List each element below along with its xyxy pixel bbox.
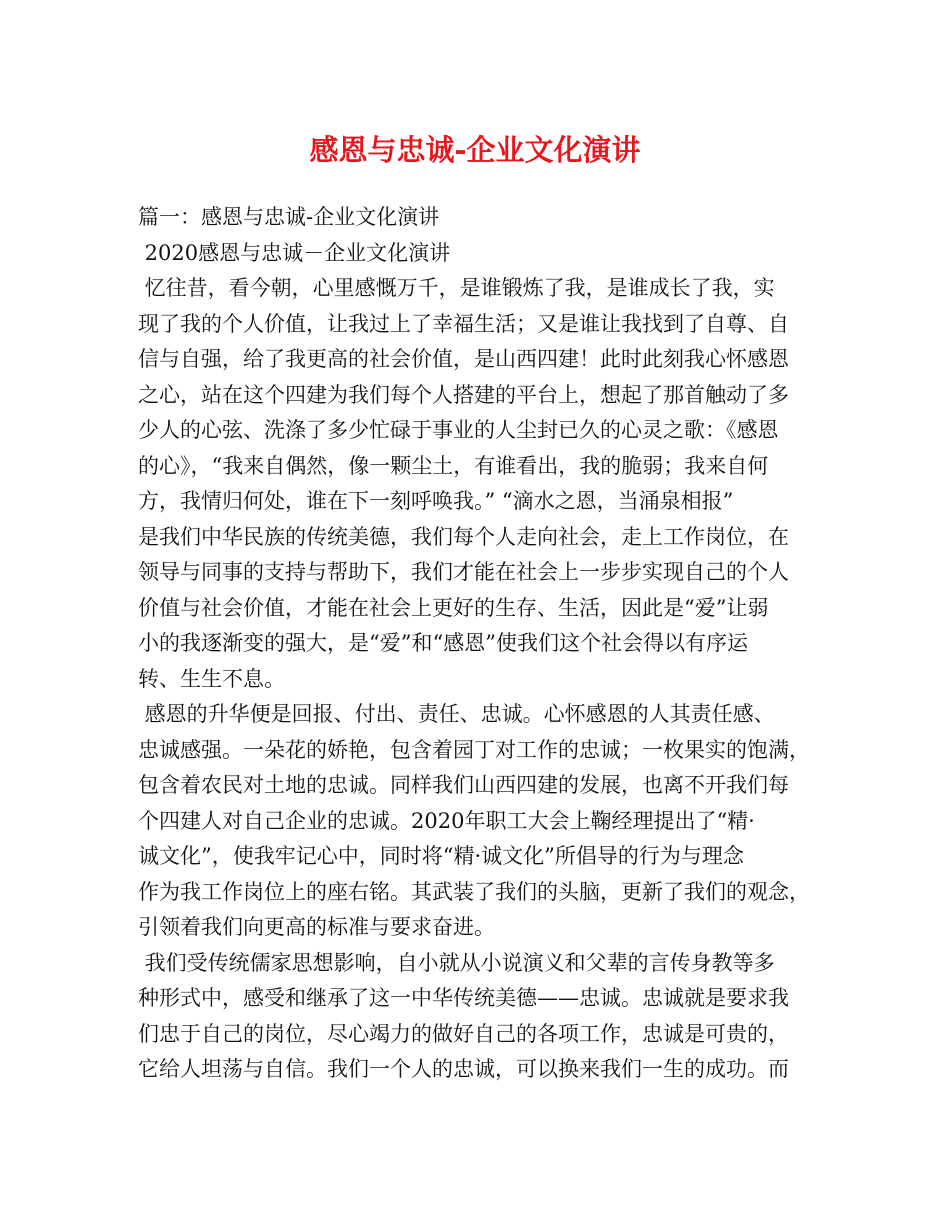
text-line: 方，我情归何处，谁在下一刻呼唤我。” “滴水之恩，当涌泉相报” [138, 489, 734, 513]
text-line: 诚文化”，使我牢记心中，同时将“精·诚文化”所倡导的行为与理念 [138, 844, 744, 868]
text-line: 领导与同事的支持与帮助下，我们才能在社会上一步步实现自己的个人 [138, 560, 789, 584]
text-line: 我们受传统儒家思想影响，自小就从小说演义和父辈的言传身教等多 [138, 950, 775, 975]
text-line: 转、生生不息。 [138, 666, 285, 691]
text-line: 2020感恩与忠诚－企业文化演讲 [138, 240, 451, 265]
document-title: 感恩与忠诚-企业文化演讲 [309, 133, 641, 167]
text-line: 少人的心弦、洗涤了多少忙碌于事业的人尘封已久的心灵之歌：《感恩 [138, 418, 779, 442]
text-line: 们忠于自己的岗位，尽心竭力的做好自己的各项工作，忠诚是可贵的， [138, 1021, 789, 1046]
text-line: 忠诚感强。一朵花的娇艳，包含着园丁对工作的忠诚；一枚果实的饱满， [138, 737, 810, 762]
text-line: 小的我逐渐变的强大，是“爱”和“感恩”使我们这个社会得以有序运 [138, 631, 748, 655]
text-line: 引领着我们向更高的标准与要求奋进。 [138, 915, 495, 939]
text-line: 忆往昔，看今朝，心里感慨万千，是谁锻炼了我，是谁成长了我，实 [138, 276, 775, 300]
text-line: 价值与社会价值，才能在社会上更好的生存、生活，因此是“爱”让弱 [138, 595, 769, 620]
text-line: 个四建人对自己企业的忠诚。2020年职工大会上鞠经理提出了“精· [138, 808, 755, 833]
text-line: 篇一：感恩与忠诚-企业文化演讲 [138, 205, 440, 229]
text-line: 它给人坦荡与自信。我们一个人的忠诚，可以换来我们一生的成功。而 [138, 1057, 789, 1081]
text-line: 现了我的个人价值，让我过上了幸福生活；又是谁让我找到了自尊、自 [138, 311, 789, 336]
text-line: 作为我工作岗位上的座右铭。其武装了我们的头脑，更新了我们的观念， [138, 879, 810, 904]
text-line: 是我们中华民族的传统美德，我们每个人走向社会，走上工作岗位，在 [138, 524, 789, 549]
text-line: 感恩的升华便是回报、付出、责任、忠诚。心怀感恩的人其责任感、 [138, 702, 775, 726]
document-body [138, 200, 818, 1088]
text-line: 信与自强，给了我更高的社会价值，是山西四建！此时此刻我心怀感恩 [138, 347, 789, 371]
text-line: 之心，站在这个四建为我们每个人搭建的平台上，想起了那首触动了多 [138, 382, 789, 407]
text-line: 的心》，“我来自偶然，像一颗尘土，有谁看出，我的脆弱；我来自何 [138, 453, 769, 478]
text-line: 种形式中，感受和继承了这一中华传统美德——忠诚。忠诚就是要求我 [138, 986, 789, 1010]
text-line: 包含着农民对土地的忠诚。同样我们山西四建的发展，也离不开我们每 [138, 773, 789, 797]
